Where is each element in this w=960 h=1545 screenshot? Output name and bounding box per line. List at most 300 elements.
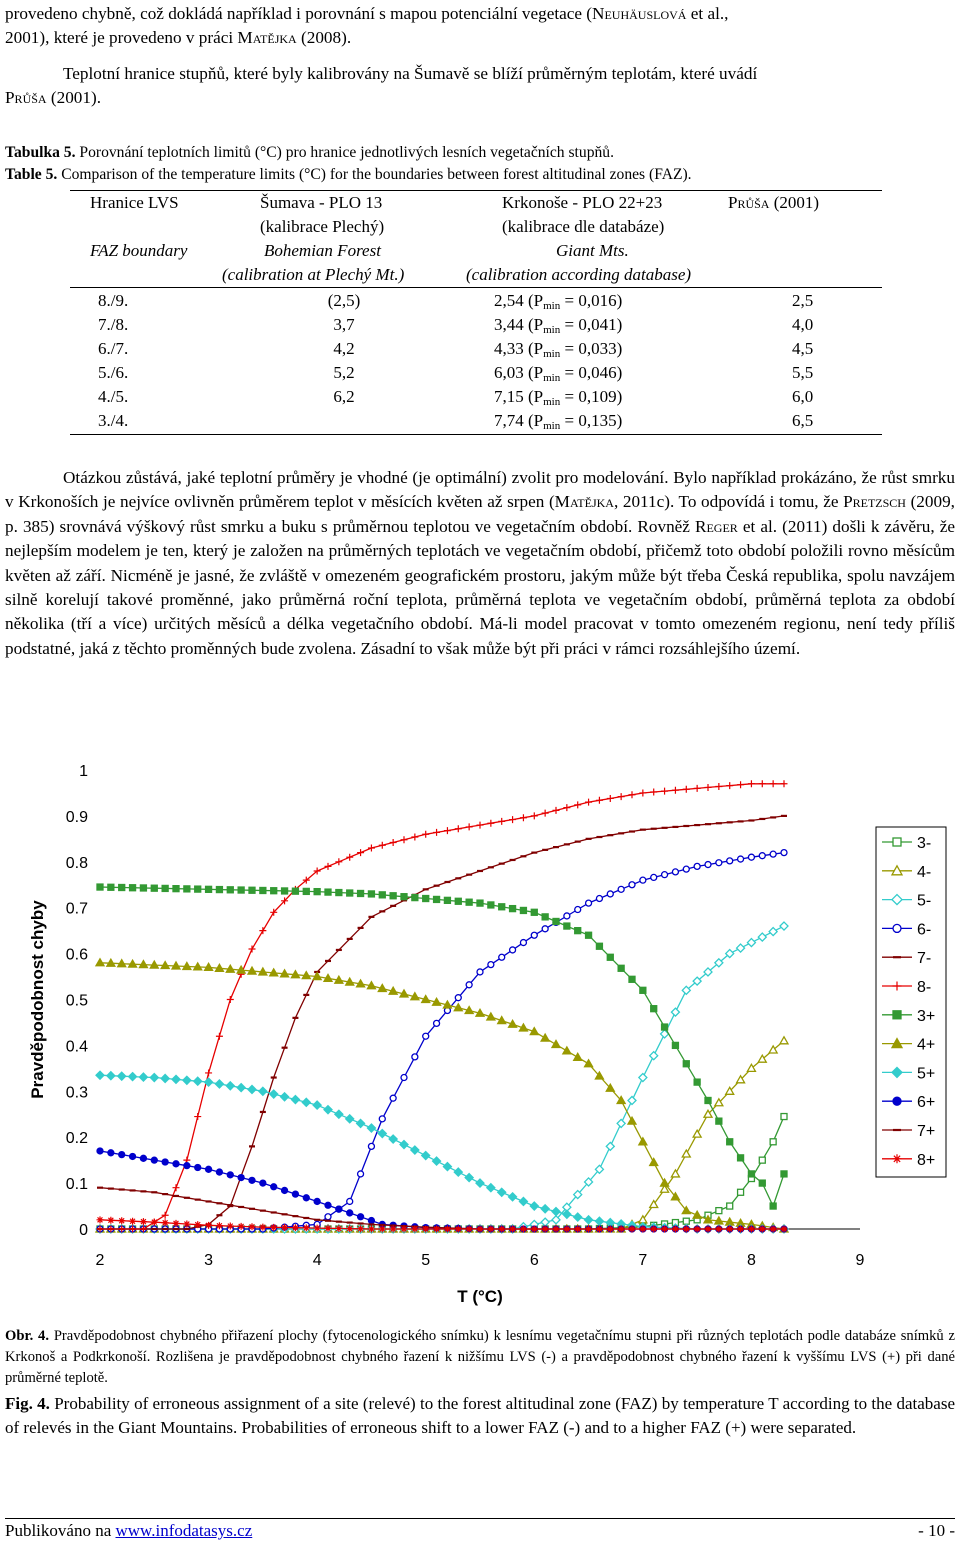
y-tick-label: 0.9	[65, 808, 88, 826]
data-point	[97, 1148, 103, 1154]
data-point	[552, 1040, 560, 1047]
data-point	[693, 1130, 701, 1137]
data-point	[227, 887, 233, 893]
data-point	[368, 1218, 374, 1224]
data-point	[683, 1061, 689, 1067]
data-point	[129, 1218, 136, 1225]
data-point	[347, 890, 353, 896]
data-point	[358, 890, 364, 896]
data-point	[433, 1226, 440, 1233]
data-point	[574, 801, 581, 808]
data-point	[650, 1158, 658, 1165]
data-point	[411, 1226, 418, 1233]
modelling-paragraph: Otázkou zůstává, jaké teplotní průměry je vhodné (je optimální) zvolit pro modelování. Bylo například prokázáno, že růst smrku v Krkonoších je nejvíce ovlivněn průměrem teplot v měsících květen až srpen (Matějka, 2011c). To odpovídá i tomu, že Pretzsch (2009, p. 385) srovnává výškový růst smrku a buku s průměrnou teplotou ve vegetačním období. Rovněž Reger et al. (2011) došli k závěru, že nejlepším modelem je ten, který je založen na průměrných teplotách ve vegetačním období, přičemž toto období položili rovno měsícům květen až září. Nicméně je jasné, že zvláště v omezeném geografickém prostoru, jakým může být třeba Česká republika, spolu navzájem silně korelují takové proměnné, jako průměrná roční teplota, průměrná teplota ve vegetačním období, průměrná teplota za období několika (tří a více) určitých měsíců a délka vegetačního období. Má-li model pracovat v tomto omezeném regionu, není tedy příliš podstatné, jaká z těchto proměnných bude zvolena. Zásadní to však může být při práci v rámci rozsáhlejšího území.	[5, 468, 955, 658]
legend-label: 4-	[917, 863, 932, 881]
header-bohemian: Bohemian Forest	[264, 241, 381, 260]
data-point	[162, 1212, 169, 1219]
legend-label: 8-	[917, 979, 932, 996]
data-point	[477, 1226, 484, 1233]
data-point	[618, 1226, 625, 1233]
page-number: - 10 -	[918, 1521, 955, 1540]
intro-paragraph: provedeno chybně, což dokládá například i porovnání s mapou potenciální vegetace (Neuhäuslová et al., 2001), které je provedeno v práci Matějka (2008).	[5, 4, 729, 48]
data-point	[335, 1225, 342, 1232]
data-point	[509, 1226, 516, 1233]
data-point	[238, 1175, 244, 1181]
data-point	[553, 1226, 560, 1233]
data-point	[401, 1075, 407, 1081]
data-point	[206, 886, 212, 892]
data-point	[347, 1198, 353, 1204]
data-point	[585, 1060, 593, 1067]
data-point	[411, 1146, 419, 1154]
data-point	[781, 780, 788, 787]
data-point	[368, 1143, 374, 1149]
data-point	[314, 1198, 320, 1204]
data-point	[324, 1106, 332, 1114]
data-point	[618, 886, 624, 892]
data-point	[162, 1159, 168, 1165]
data-point	[781, 1226, 788, 1233]
data-point	[249, 1177, 255, 1183]
data-point	[715, 1226, 722, 1233]
legend-label: 3-	[917, 835, 932, 852]
data-point	[629, 1226, 636, 1233]
data-point	[607, 795, 614, 802]
data-point	[727, 1203, 733, 1209]
data-point	[510, 947, 516, 953]
x-tick-label: 4	[312, 1252, 322, 1269]
x-tick-label: 7	[638, 1252, 648, 1269]
page-footer	[5, 1518, 955, 1543]
data-point	[194, 1077, 202, 1085]
figure-caption: Obr. 4. Pravděpodobnost chybného přiřazení plochy (fytocenologického snímku) k lesnímu vegetačnímu stupni při různých teplotách podle databáze snímků z Krkonoš a Podkrkonoší. Rozlišena je pravděpodobnost chybného řazení k nižšímu LVS (-) a pravděpodobnost chybného řazení k vyššímu LVS (+) při dané průměrné teplotě. Fig. 4. Probability of erroneous assignment of a site (relevé) to the forest altitudinal zone (FAZ) by temperature T according to the database of relevés in the Giant Mountains. Probabilities of erroneous shift to a lower FAZ (-) and to a higher FAZ (+) were separated.	[5, 1328, 956, 1437]
data-point	[444, 897, 450, 903]
series-line	[100, 1188, 784, 1229]
data-point	[140, 1155, 146, 1161]
header-faz: Hranice LVS	[90, 193, 179, 212]
data-point	[651, 874, 657, 880]
table-row	[70, 361, 882, 385]
series-6-	[97, 850, 787, 1232]
footer-link[interactable]: www.infodatasys.cz	[115, 1521, 253, 1540]
data-point	[390, 839, 397, 846]
data-point	[694, 863, 700, 869]
data-point	[325, 1202, 331, 1208]
data-point	[552, 1208, 560, 1216]
data-point	[770, 851, 776, 857]
data-point	[119, 1152, 125, 1158]
data-point	[379, 892, 385, 898]
legend-label: 7-	[917, 950, 932, 968]
data-point	[726, 1226, 733, 1233]
data-point	[195, 886, 201, 892]
data-point	[650, 789, 657, 796]
data-point	[140, 1218, 147, 1225]
data-point	[162, 885, 168, 891]
y-tick-label: 0.7	[65, 900, 88, 918]
data-point	[216, 1222, 223, 1229]
data-point	[259, 1087, 267, 1095]
data-point	[694, 1079, 700, 1085]
data-point	[716, 1118, 722, 1124]
data-point	[662, 1024, 668, 1030]
data-point	[173, 1184, 180, 1191]
data-point	[130, 1153, 136, 1159]
data-point	[477, 900, 483, 906]
data-point	[705, 1226, 712, 1233]
data-point	[640, 987, 646, 993]
data-point	[368, 891, 374, 897]
data-point	[519, 1197, 527, 1205]
data-point	[259, 927, 266, 934]
table-row	[70, 409, 882, 433]
x-tick-label: 9	[855, 1252, 865, 1269]
data-point	[205, 1069, 212, 1076]
y-tick-label: 1	[79, 763, 88, 780]
data-point	[510, 906, 516, 912]
data-point	[465, 1174, 473, 1182]
data-point	[368, 1226, 375, 1233]
cell-prusa: 5,5	[792, 363, 814, 382]
legend-marker	[893, 924, 901, 932]
data-point	[759, 780, 766, 787]
table-caption: Tabulka 5. Porovnání teplotních limitů (°C) pro hranice jednotlivých lesních vegetačních stupňů. Table 5. Comparison of the temperature limits (°C) for the boundaries between forest altitudinal zones (FAZ).	[5, 144, 692, 183]
data-point	[748, 1226, 755, 1233]
data-point	[705, 862, 711, 868]
cell-prusa: 4,5	[792, 339, 814, 358]
data-point	[335, 1110, 343, 1118]
data-point	[586, 900, 592, 906]
data-point	[672, 787, 679, 794]
cell-krkonose: 6,03 $(P_{min} = 0,046)$	[494, 363, 623, 384]
footer-published: Publikováno na	[5, 1521, 116, 1540]
header-prusa: Průša (2001)	[728, 193, 820, 212]
data-point	[661, 1226, 668, 1233]
data-point	[227, 996, 234, 1003]
data-point	[716, 860, 722, 866]
x-tick-label: 2	[95, 1252, 105, 1269]
y-tick-label: 0.6	[65, 946, 88, 964]
data-point	[758, 933, 766, 941]
data-point	[738, 1155, 744, 1161]
data-point	[118, 1217, 125, 1224]
x-tick-label: 5	[421, 1252, 431, 1269]
data-point	[444, 1226, 451, 1233]
data-point	[314, 1225, 321, 1232]
data-point	[455, 995, 461, 1001]
data-point	[271, 1184, 277, 1190]
data-point	[531, 909, 537, 915]
cell-prusa: 4,0	[792, 315, 814, 334]
data-point	[781, 850, 787, 856]
data-point	[238, 1223, 245, 1230]
data-point	[282, 1187, 288, 1193]
data-point	[455, 825, 462, 832]
data-point	[705, 1097, 711, 1103]
data-point	[487, 820, 494, 827]
data-point	[726, 782, 733, 789]
data-point	[509, 816, 516, 823]
data-point	[379, 842, 386, 849]
header-faz-en: FAZ boundary	[90, 241, 188, 260]
data-point	[466, 899, 472, 905]
data-point	[238, 887, 244, 893]
data-point	[671, 1008, 679, 1016]
data-point	[183, 1076, 191, 1084]
header-sumava-calib: (kalibrace Plechý)	[260, 217, 385, 236]
data-point	[379, 1226, 386, 1233]
table-row	[70, 337, 882, 361]
data-point	[443, 1163, 451, 1171]
data-point	[390, 893, 396, 899]
data-point	[248, 1085, 256, 1093]
cell-krkonose: 2,54 $(P_{min} = 0,016)$	[494, 291, 623, 312]
legend-marker	[893, 838, 901, 846]
cell-boundary: 8./9.	[98, 291, 129, 310]
data-point	[379, 1116, 385, 1122]
data-point	[476, 1179, 484, 1187]
cell-sumava: 6,2	[333, 387, 355, 406]
header-krkonose: Krkonoše - PLO 22+23	[502, 193, 663, 212]
data-point	[738, 856, 744, 862]
data-point	[151, 885, 157, 891]
data-point	[303, 1195, 309, 1201]
data-point	[118, 1072, 126, 1080]
data-point	[96, 1071, 104, 1079]
data-point	[662, 872, 668, 878]
data-point	[499, 954, 505, 960]
y-tick-label: 0.4	[65, 1038, 88, 1056]
cell-boundary: 5./6.	[98, 363, 129, 382]
data-point	[574, 1053, 582, 1060]
data-point	[346, 854, 353, 861]
x-tick-label: 3	[204, 1252, 214, 1269]
x-axis-title: T (°C)	[457, 1287, 503, 1306]
data-point	[694, 785, 701, 792]
data-point	[162, 1219, 169, 1226]
data-point	[151, 1157, 157, 1163]
data-point	[781, 1171, 787, 1177]
data-point	[260, 1180, 266, 1186]
data-point	[542, 914, 548, 920]
data-point	[151, 1219, 158, 1226]
data-point	[639, 1074, 647, 1082]
data-point	[727, 1139, 733, 1145]
data-point	[455, 1226, 462, 1233]
data-point	[400, 1141, 408, 1149]
data-point	[564, 913, 570, 919]
data-point	[184, 1163, 190, 1169]
data-point	[313, 1101, 321, 1109]
data-point	[477, 822, 484, 829]
table-header-row-en-2	[70, 263, 882, 288]
data-point	[184, 886, 190, 892]
data-point	[172, 1075, 180, 1083]
data-point	[423, 896, 429, 902]
data-point	[520, 940, 526, 946]
data-point	[216, 887, 222, 893]
y-tick-label: 0.3	[65, 1084, 88, 1102]
data-point	[520, 1226, 527, 1233]
data-point	[575, 907, 581, 913]
cell-boundary: 7./8.	[98, 315, 129, 334]
data-point	[682, 1150, 690, 1157]
legend-label: 4+	[917, 1036, 936, 1054]
data-point	[173, 886, 179, 892]
series-8-	[97, 780, 788, 1232]
data-point	[422, 1226, 429, 1233]
data-point	[194, 1221, 201, 1228]
data-point	[434, 896, 440, 902]
data-point	[412, 895, 418, 901]
data-point	[520, 814, 527, 821]
data-point	[575, 928, 581, 934]
data-point	[488, 962, 494, 968]
data-point	[498, 818, 505, 825]
data-point	[747, 939, 755, 947]
data-point	[108, 884, 114, 890]
y-tick-label: 0.2	[65, 1130, 88, 1148]
data-point	[563, 1047, 571, 1054]
legend-box	[876, 827, 946, 1177]
data-point	[541, 1205, 549, 1213]
comparison-table	[70, 190, 882, 435]
data-point	[531, 1226, 538, 1233]
data-point	[173, 1220, 180, 1227]
data-point	[639, 1138, 647, 1145]
data-point	[206, 1166, 212, 1172]
data-point	[716, 1208, 722, 1214]
data-point	[401, 836, 408, 843]
data-point	[541, 1034, 549, 1041]
data-point	[737, 781, 744, 788]
data-point	[357, 849, 364, 856]
data-point	[194, 1113, 201, 1120]
data-point	[738, 1189, 744, 1195]
data-point	[748, 780, 755, 787]
data-point	[422, 831, 429, 838]
data-point	[336, 890, 342, 896]
temperature-paragraph: Teplotní hranice stupňů, které byly kalibrovány na Šumavě se blíží průměrným teplotám, které uvádí Průša (2001).	[5, 64, 758, 108]
series-4+	[96, 959, 788, 1232]
data-point	[661, 788, 668, 795]
data-point	[195, 1164, 201, 1170]
data-point	[683, 786, 690, 793]
legend-label: 3+	[917, 1007, 936, 1025]
data-point	[651, 1006, 657, 1012]
legend-label: 6-	[917, 921, 932, 939]
data-point	[302, 1098, 310, 1106]
data-point	[607, 891, 613, 897]
header-giant-calib: (calibration according database)	[466, 265, 692, 284]
data-point	[390, 1226, 397, 1233]
data-point	[314, 889, 320, 895]
data-point	[226, 1082, 234, 1090]
data-point	[617, 1119, 625, 1127]
x-tick-label: 8	[746, 1252, 756, 1269]
data-point	[781, 1114, 787, 1120]
data-point	[531, 812, 538, 819]
data-point	[227, 1172, 233, 1178]
legend-label: 6+	[917, 1094, 936, 1112]
y-tick-label: 0.5	[65, 992, 88, 1010]
data-point	[606, 1142, 614, 1150]
data-point	[444, 827, 451, 834]
data-point	[270, 1090, 278, 1098]
data-point	[466, 823, 473, 830]
cell-krkonose: 7,74 $(P_{min} = 0,135)$	[494, 411, 623, 432]
table-header-row-en	[70, 239, 882, 263]
data-point	[423, 1033, 429, 1039]
data-point	[671, 1170, 679, 1177]
data-point	[780, 922, 788, 930]
data-point	[628, 1096, 636, 1104]
data-point	[477, 969, 483, 975]
y-axis-title: Pravděpodobnost chyby	[28, 900, 47, 1099]
legend-label: 5+	[917, 1065, 936, 1083]
data-point	[433, 829, 440, 836]
data-point	[292, 1191, 298, 1197]
table-row	[70, 385, 882, 409]
legend-label: 5-	[917, 892, 932, 910]
data-point	[683, 866, 689, 872]
data-point	[748, 854, 754, 860]
y-tick-label: 0.8	[65, 854, 88, 872]
data-point	[640, 877, 646, 883]
data-point	[520, 907, 526, 913]
cell-sumava: 5,2	[333, 363, 355, 382]
data-point	[498, 1188, 506, 1196]
data-point	[488, 902, 494, 908]
data-point	[542, 810, 549, 817]
data-point	[412, 1054, 418, 1060]
data-point	[357, 1225, 364, 1232]
legend-marker	[893, 1011, 901, 1019]
data-point	[336, 1206, 342, 1212]
table-header-row	[70, 191, 882, 215]
legend-label: 7+	[917, 1123, 936, 1140]
y-tick-label: 0	[79, 1222, 88, 1239]
y-tick-label: 0.1	[65, 1176, 88, 1194]
cell-krkonose: 3,44 $(P_{min} = 0,041)$	[494, 315, 623, 336]
cell-boundary: 6./7.	[98, 339, 129, 358]
data-point	[237, 1084, 245, 1092]
data-point	[661, 1179, 669, 1186]
data-point	[639, 1226, 646, 1233]
data-point	[227, 1223, 234, 1230]
data-point	[563, 1226, 570, 1233]
data-point	[215, 1080, 223, 1088]
data-point	[770, 780, 777, 787]
data-point	[378, 1130, 386, 1138]
cell-sumava: 4,2	[333, 339, 355, 358]
data-point	[770, 1226, 777, 1233]
data-point	[335, 858, 342, 865]
data-point	[683, 1226, 690, 1233]
data-point	[325, 863, 332, 870]
table-row	[70, 289, 882, 313]
data-point	[531, 932, 537, 938]
series-line	[100, 816, 784, 1229]
data-point	[487, 1226, 494, 1233]
data-point	[130, 885, 136, 891]
data-point	[292, 888, 298, 894]
data-point	[487, 1184, 495, 1192]
data-point	[780, 1037, 788, 1044]
data-point	[161, 1074, 169, 1082]
data-point	[358, 1171, 364, 1177]
data-point	[389, 1135, 397, 1143]
